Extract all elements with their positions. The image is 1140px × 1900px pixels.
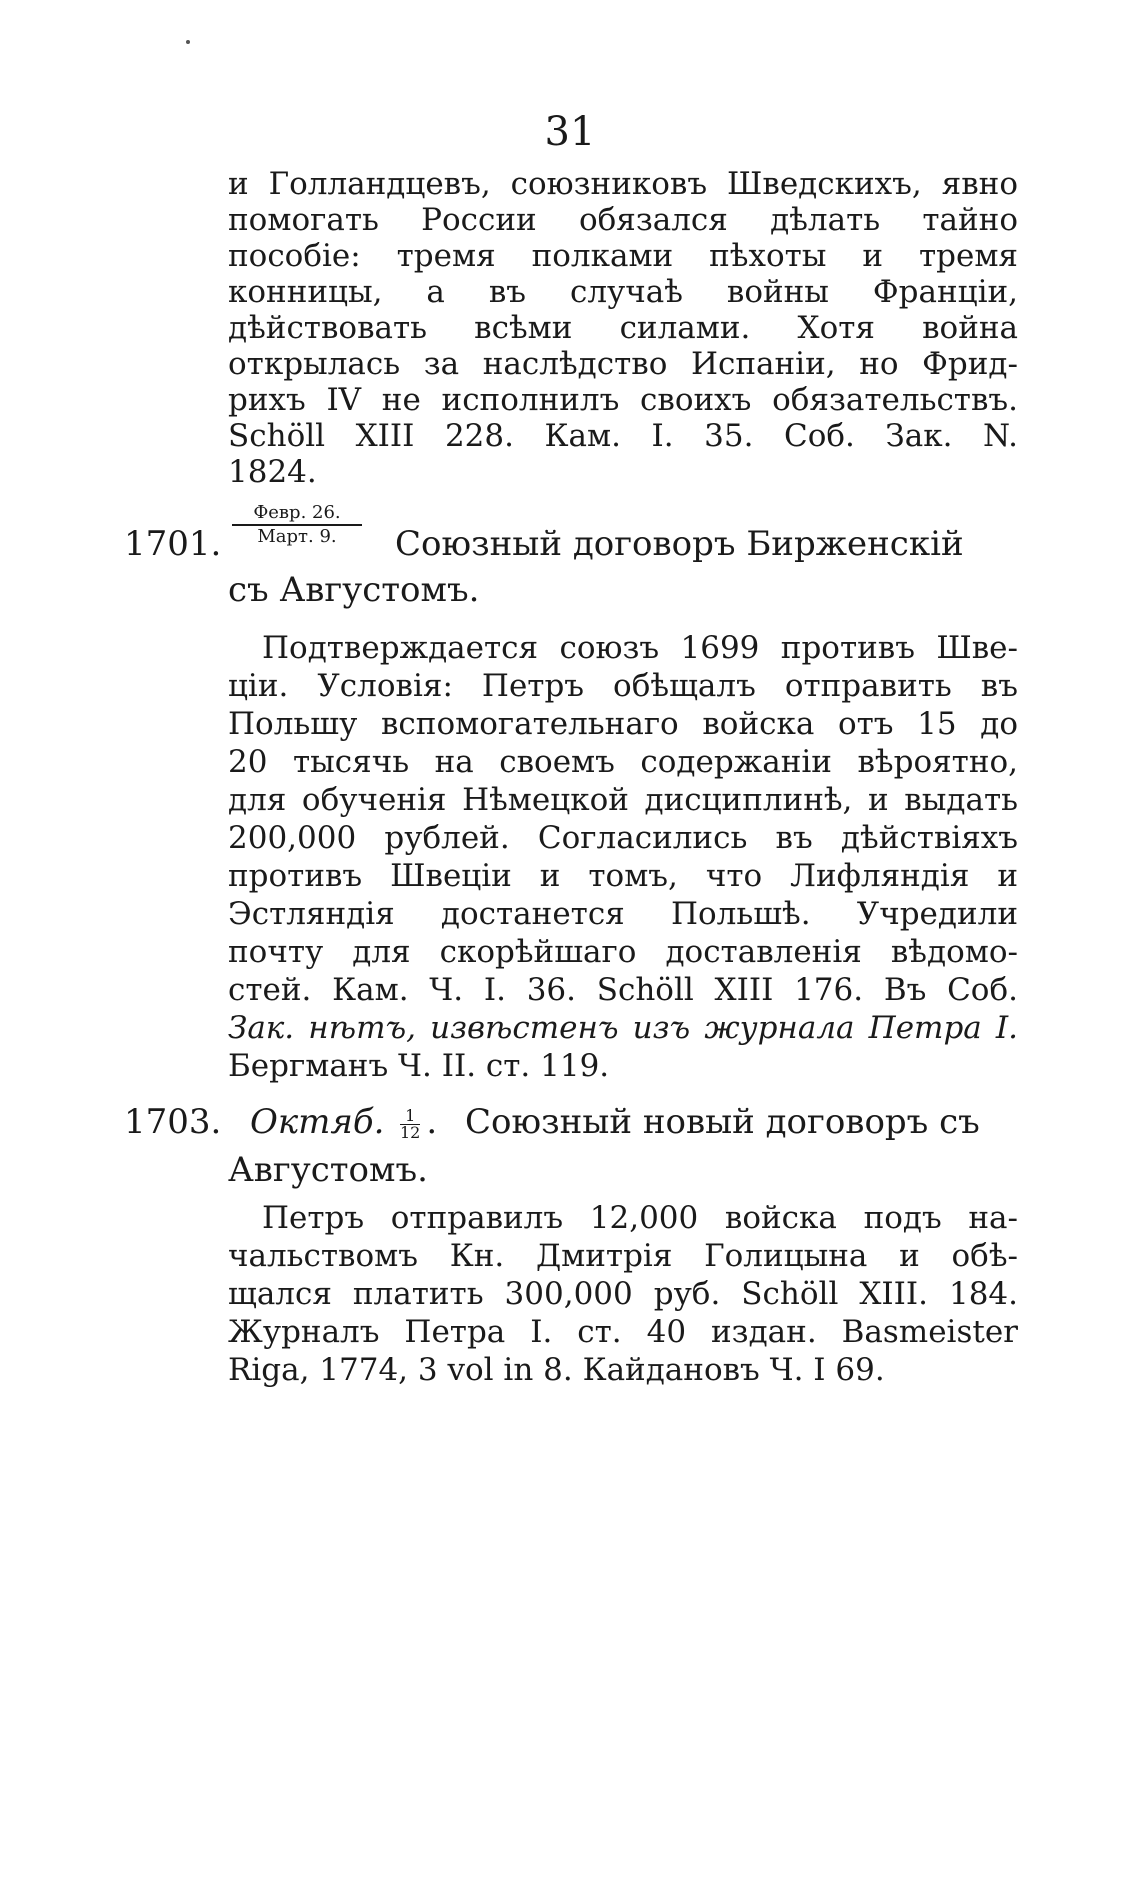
- scan-speck: [186, 40, 190, 44]
- entry-title: Союзный договоръ Бирженскій: [395, 524, 964, 564]
- text-line: пособіе: тремя полками пѣхоты и тремя: [228, 238, 1018, 274]
- text-line: почту для скорѣйшаго доставленія вѣдомо-: [228, 934, 1018, 970]
- text-line: дѣйствовать всѣми силами. Хотя война: [228, 310, 1018, 346]
- entry-title-continued: Августомъ.: [228, 1150, 428, 1190]
- text-line: щался платить 300,000 руб. Schöll XIII. 184.: [228, 1276, 1018, 1312]
- entry-month: Октяб.: [250, 1102, 385, 1142]
- text-line: для обученія Нѣмецкой дисциплинѣ, и выдать: [228, 782, 1018, 818]
- fraction-denominator: 12: [400, 1122, 421, 1142]
- date-old-style: Февр. 26.: [232, 502, 362, 526]
- text-line: Подтверждается союзъ 1699 противъ Шве-: [262, 630, 1018, 666]
- text-line: конницы, а въ случаѣ войны Франціи,: [228, 274, 1018, 310]
- text-line: противъ Швеціи и томъ, что Лифляндія и: [228, 858, 1018, 894]
- text-line: 200,000 рублей. Согласились въ дѣйствіяхъ: [228, 820, 1018, 856]
- text-line: 1824.: [228, 454, 317, 490]
- fraction-numerator: 1: [400, 1108, 420, 1125]
- entry-year: 1701.: [124, 524, 222, 564]
- text-line: Эстляндія достанется Польшѣ. Учредили: [228, 896, 1018, 932]
- text-line: Польшу вспомогательнаго войска отъ 15 до: [228, 706, 1018, 742]
- text-line: чальствомъ Кн. Дмитрія Голицына и обѣ-: [228, 1238, 1018, 1274]
- text-line: и Голландцевъ, союзниковъ Шведскихъ, явно: [228, 166, 1018, 202]
- text-line: 20 тысячь на своемъ содержаніи вѣроятно,: [228, 744, 1018, 780]
- entry-title-continued: съ Августомъ.: [228, 570, 480, 610]
- text-line: рихъ IV не исполнилъ своихъ обязательствъ.: [228, 382, 1018, 418]
- text-line: Журналъ Петра I. ст. 40 издан. Basmeister: [228, 1314, 1018, 1350]
- text-line: Зак. нѣтъ, извѣстенъ изъ журнала Петра I.: [228, 1010, 1018, 1046]
- entry-title: Союзный новый договоръ съ: [465, 1102, 980, 1142]
- page-number: 31: [544, 109, 596, 155]
- text-line: Петръ отправилъ 12,000 войска подъ на-: [262, 1200, 1018, 1236]
- text-line: Бергманъ Ч. II. ст. 119.: [228, 1048, 610, 1084]
- date-fraction: $\frac{1}{12}$ .: [400, 1102, 438, 1142]
- text-line: Riga, 1774, 3 vol in 8. Кайдановъ Ч. I 69.: [228, 1352, 885, 1388]
- text-line: стей. Кам. Ч. I. 36. Schöll XIII 176. Въ Соб.: [228, 972, 1018, 1008]
- date-new-style: Март. 9.: [257, 526, 337, 547]
- entry-year: 1703.: [124, 1102, 222, 1142]
- text-line: Schöll XIII 228. Кам. I. 35. Соб. Зак. N.: [228, 418, 1018, 454]
- date-fraction-inline: [400, 1105, 421, 1142]
- text-line: ціи. Условія: Петръ обѣщалъ отправить въ: [228, 668, 1018, 704]
- date-fraction: [232, 502, 362, 548]
- text-line: открылась за наслѣдство Испаніи, но Фрид-: [228, 346, 1018, 382]
- text-line: помогать России обязался дѣлать тайно: [228, 202, 1018, 238]
